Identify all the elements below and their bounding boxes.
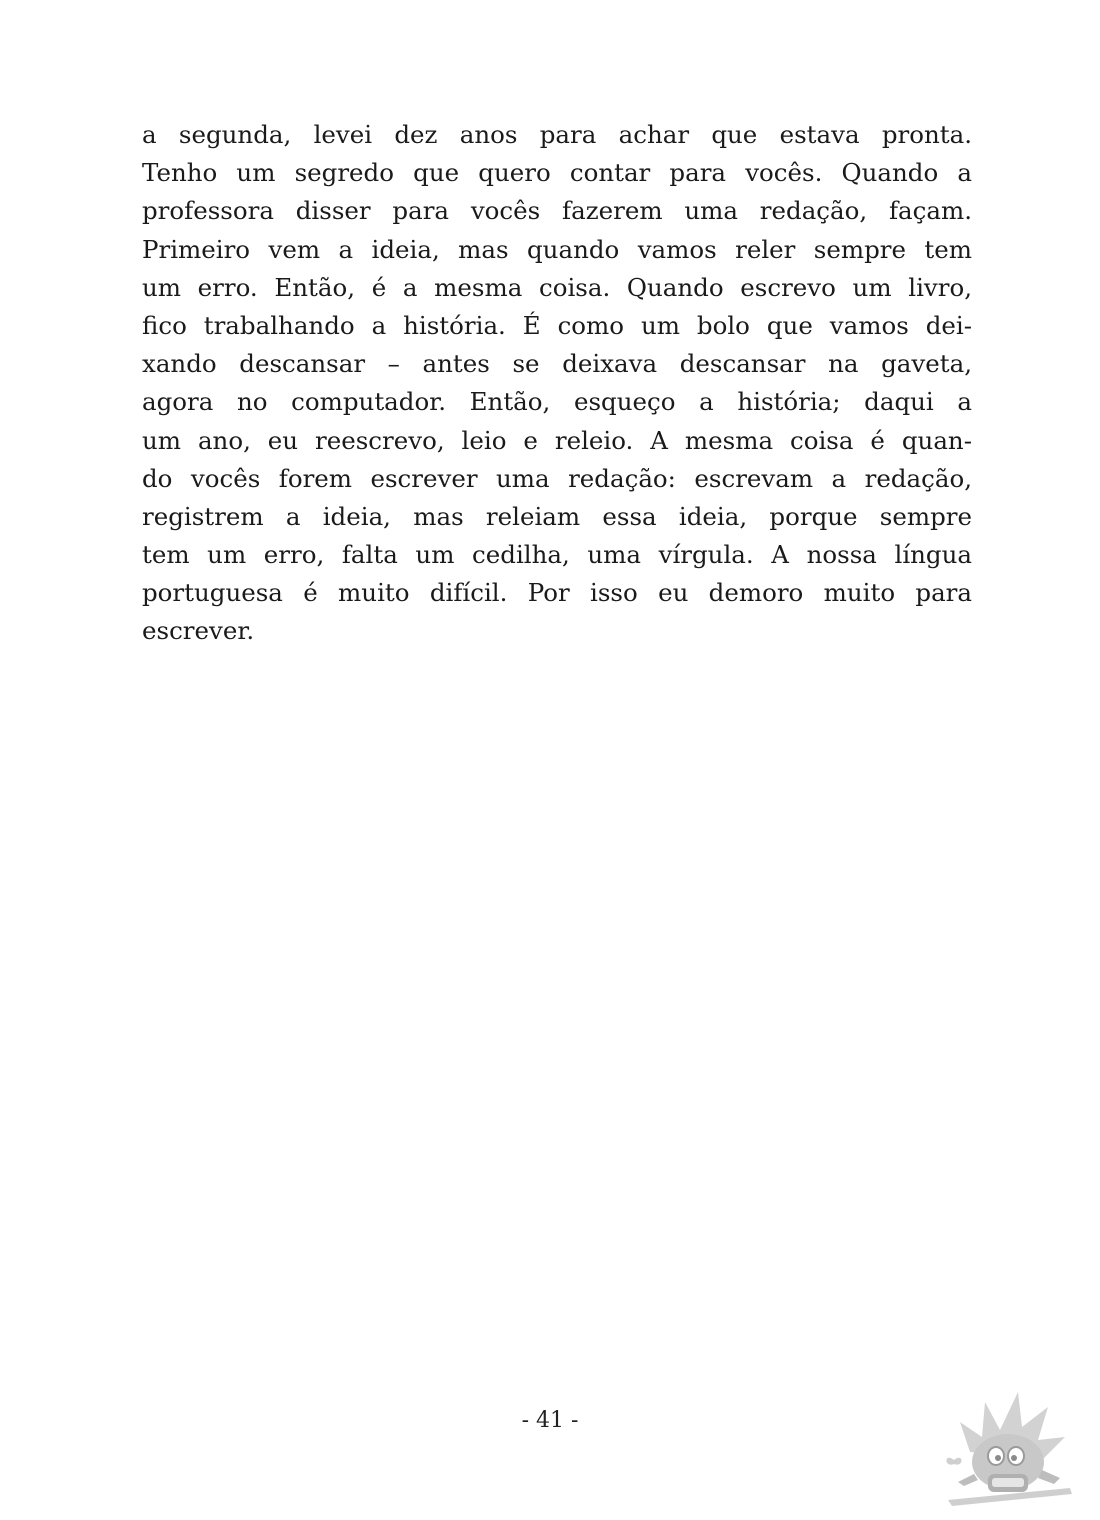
text-line: tem um erro, falta um cedilha, uma vírgula. A nossa língua [142, 540, 972, 570]
text-line: Tenho um segredo que quero contar para vocês. Quando a [142, 158, 972, 188]
page-number: - 41 - [521, 1408, 579, 1433]
text-line: xando descansar – antes se deixava descansar na gaveta, [142, 349, 972, 379]
text-line: um erro. Então, é a mesma coisa. Quando escrevo um livro, [142, 272, 972, 302]
text-line: do vocês forem escrever uma redação: escrevam a redação, [142, 463, 972, 493]
text-line: escrever. [142, 616, 255, 646]
text-line: professora disser para vocês fazerem uma redação, façam. [142, 196, 972, 226]
text-line: fico trabalhando a história. É como um bolo que vamos dei- [142, 310, 972, 340]
text-line: um ano, eu reescrevo, leio e releio. A mesma coisa é quan- [142, 425, 972, 455]
text-line: agora no computador. Então, esqueço a história; daqui a [142, 387, 972, 417]
text-line: registrem a ideia, mas releiam essa ideia, porque sempre [142, 501, 972, 531]
text-line: portuguesa é muito difícil. Por isso eu demoro muito para [142, 578, 972, 608]
text-line: Primeiro vem a ideia, mas quando vamos reler sempre tem [142, 234, 972, 264]
text-line: a segunda, levei dez anos para achar que estava pronta. [142, 120, 972, 149]
cartoon-character-icon [930, 1382, 1080, 1512]
body-text [142, 116, 972, 651]
